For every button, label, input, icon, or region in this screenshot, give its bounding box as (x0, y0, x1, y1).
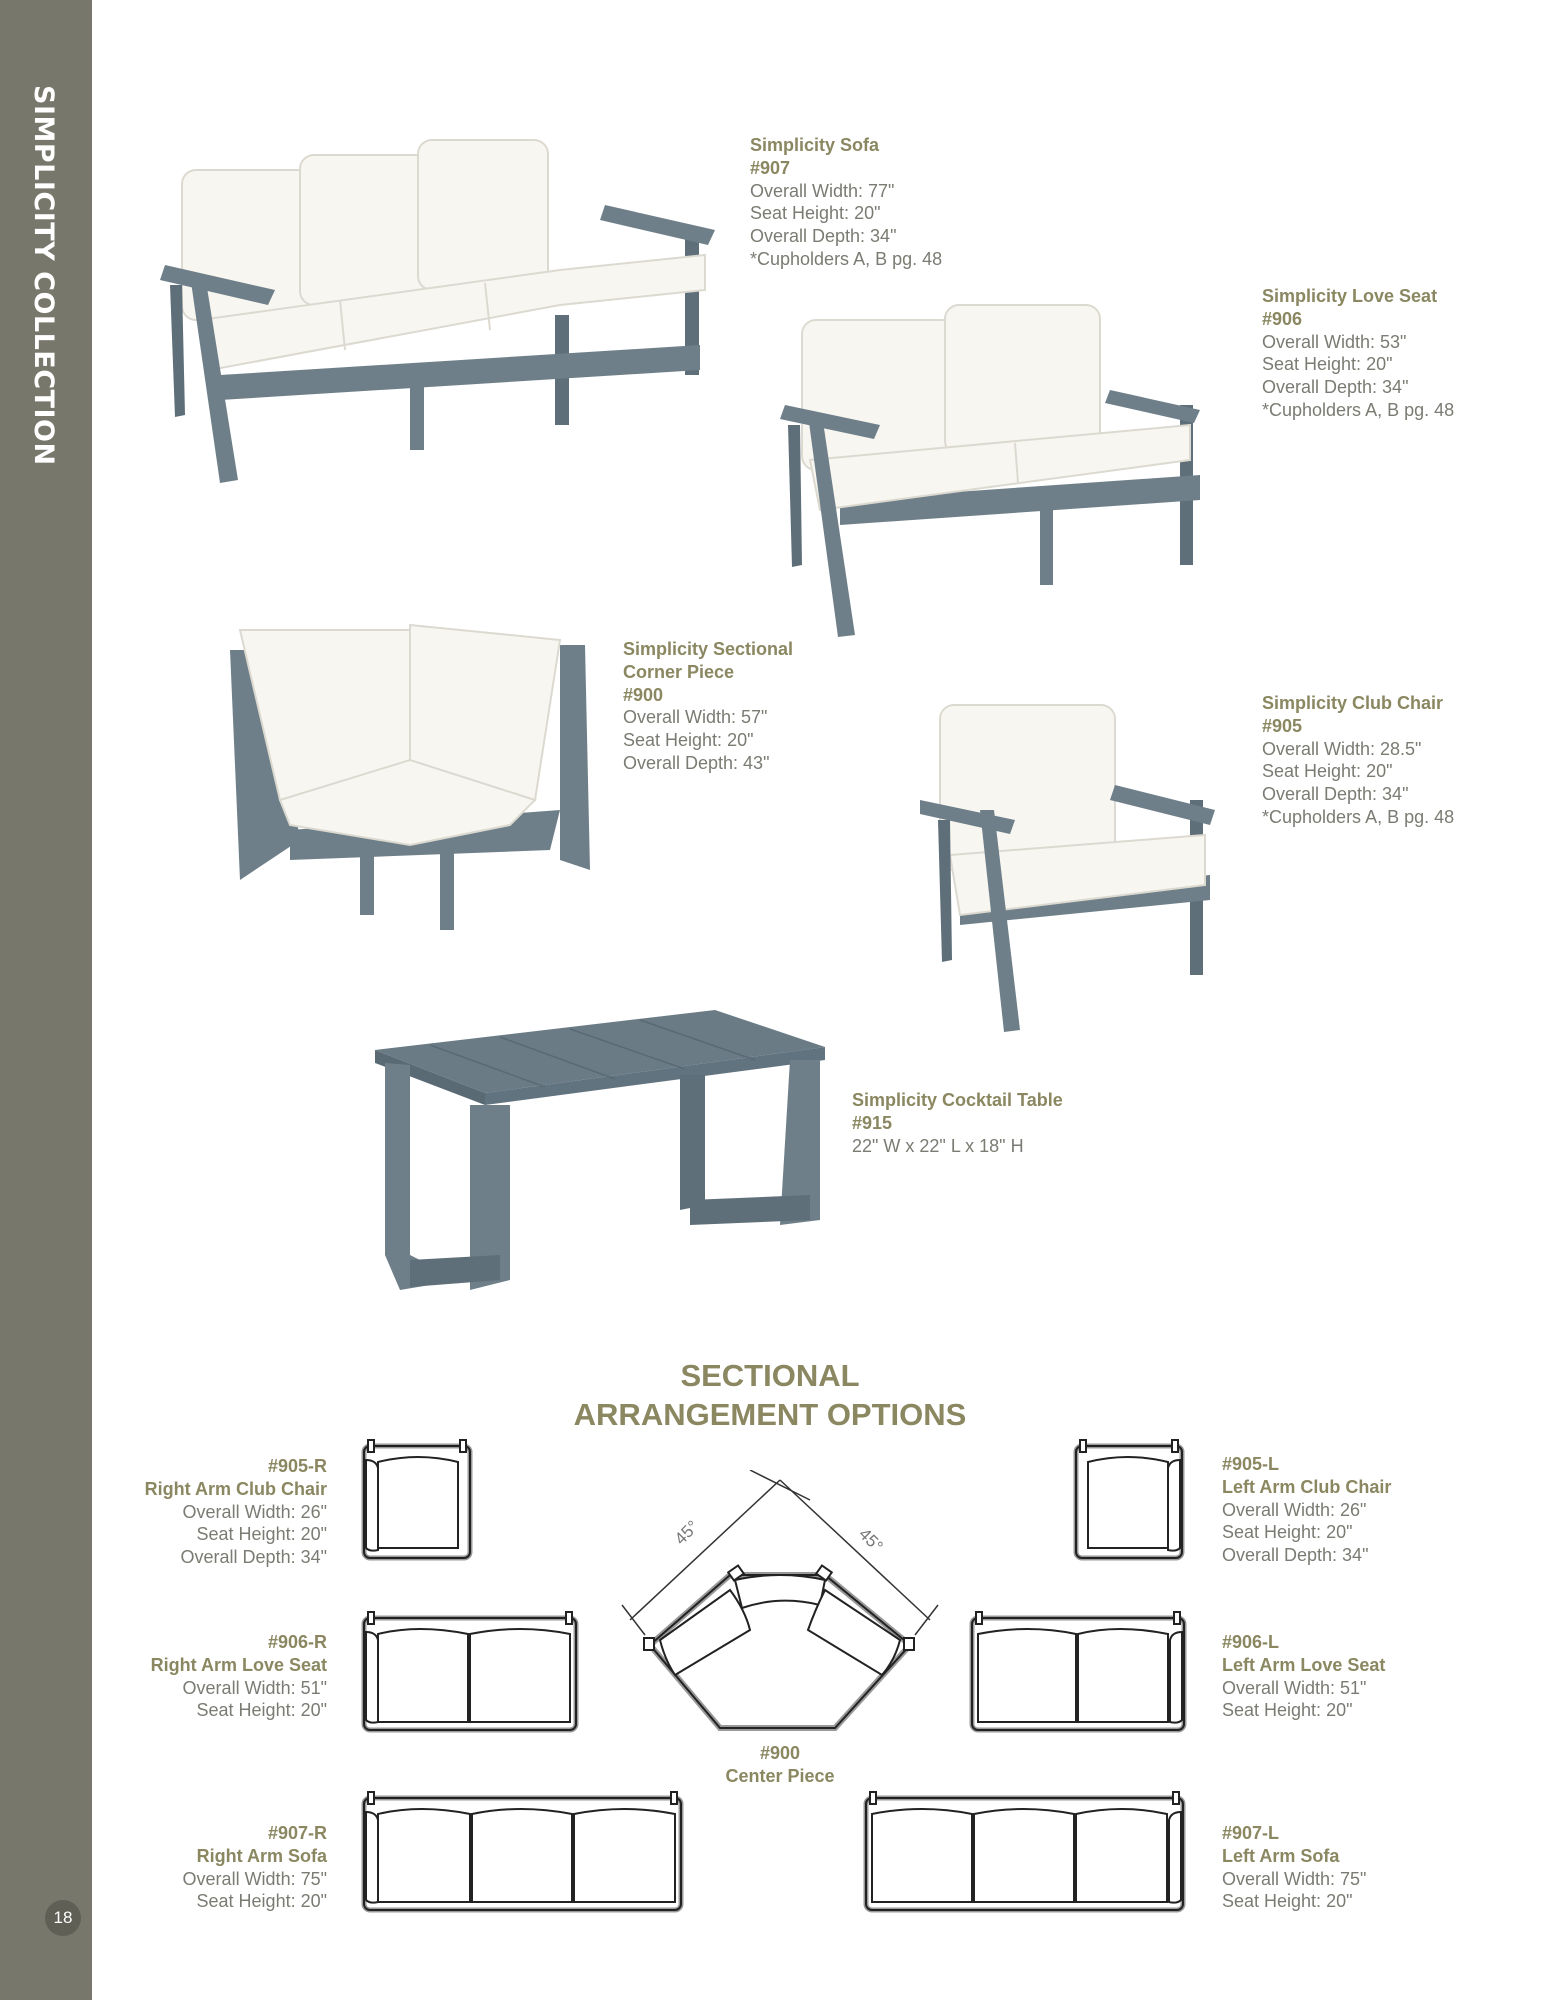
product-number: #900 (623, 684, 664, 705)
overall-width: Overall Width: 51" (182, 1677, 327, 1698)
product-name: Right Arm Club Chair (144, 1478, 327, 1499)
product-name: Left Arm Club Chair (1222, 1476, 1392, 1497)
left-arm-sofa-spec (1222, 1822, 1366, 1913)
sectional-corner-image (220, 610, 600, 930)
seat-height: Seat Height: 20" (196, 1700, 327, 1721)
overall-width: Overall Width: 51" (1222, 1677, 1367, 1698)
overall-width: Overall Width: 75" (182, 1868, 327, 1889)
sofa-spec (750, 134, 942, 271)
product-number: #906-L (1222, 1632, 1280, 1652)
left-arm-love-seat-drawing (968, 1610, 1188, 1735)
product-name: Simplicity Club Chair (1262, 693, 1444, 713)
right-arm-love-seat-drawing (360, 1610, 580, 1735)
product-number: #907-R (267, 1823, 327, 1843)
seat-height: Seat Height: 20" (1262, 761, 1393, 782)
sectional-title-line2: ARRANGEMENT OPTIONS (573, 1397, 967, 1432)
product-name: Simplicity Sofa (750, 135, 880, 155)
overall-depth: Overall Depth: 34" (1262, 377, 1409, 398)
page-number: 18 (45, 1900, 81, 1936)
product-number: #907 (750, 157, 791, 178)
product-name: Center Piece (725, 1765, 835, 1786)
product-number: #905-R (267, 1456, 327, 1476)
product-number: #905-L (1222, 1454, 1280, 1474)
product-number: #915 (852, 1112, 893, 1133)
right-arm-love-seat-spec (100, 1631, 327, 1722)
product-number: #905 (1262, 715, 1303, 736)
overall-width: Overall Width: 75" (1222, 1868, 1367, 1889)
love-seat-spec (1262, 285, 1454, 422)
cupholder-note: *Cupholders A, B pg. 48 (1262, 806, 1455, 827)
angle-label-right: 45° (855, 1524, 887, 1557)
seat-height: Seat Height: 20" (1222, 1891, 1353, 1912)
seat-height: Seat Height: 20" (1262, 354, 1393, 375)
corner-piece-spec (623, 638, 793, 775)
left-arm-club-chair-drawing (1072, 1438, 1187, 1563)
product-name-line2: Corner Piece (623, 661, 735, 682)
center-piece-drawing (620, 1470, 940, 1740)
seat-height: Seat Height: 20" (196, 1524, 327, 1545)
overall-depth: Overall Depth: 43" (623, 752, 770, 773)
cupholder-note: *Cupholders A, B pg. 48 (1262, 399, 1455, 420)
product-name: Simplicity Sectional (623, 639, 794, 659)
product-name: Left Arm Love Seat (1222, 1654, 1386, 1675)
left-arm-sofa-drawing (862, 1790, 1187, 1915)
love-seat-image (780, 295, 1220, 640)
product-name: Right Arm Sofa (196, 1845, 327, 1866)
seat-height: Seat Height: 20" (750, 203, 881, 224)
cocktail-table-spec (852, 1089, 1063, 1157)
sectional-title (520, 1356, 1020, 1434)
right-arm-sofa-spec (100, 1822, 327, 1913)
overall-width: Overall Width: 28.5" (1262, 738, 1422, 759)
right-arm-club-chair-spec (100, 1455, 327, 1569)
sidebar (0, 0, 92, 2000)
cocktail-table-image (370, 1005, 830, 1295)
seat-height: Seat Height: 20" (1222, 1700, 1353, 1721)
cupholder-note: *Cupholders A, B pg. 48 (750, 248, 943, 269)
product-name: Simplicity Love Seat (1262, 286, 1438, 306)
seat-height: Seat Height: 20" (196, 1891, 327, 1912)
overall-width: Overall Width: 26" (182, 1501, 327, 1522)
product-name: Right Arm Love Seat (150, 1654, 327, 1675)
product-name: Simplicity Cocktail Table (852, 1090, 1063, 1110)
product-number: #906 (1262, 308, 1303, 329)
overall-depth: Overall Depth: 34" (1222, 1545, 1369, 1566)
overall-depth: Overall Depth: 34" (750, 226, 897, 247)
sectional-title-line1: SECTIONAL (680, 1358, 860, 1393)
product-number: #907-L (1222, 1823, 1280, 1843)
left-arm-club-chair-spec (1222, 1453, 1391, 1567)
center-piece-spec (700, 1742, 860, 1788)
collection-title: SIMPLICITY COLLECTION (28, 85, 59, 466)
sofa-image (160, 125, 720, 495)
product-number: #906-R (267, 1632, 327, 1652)
product-name: Left Arm Sofa (1222, 1845, 1340, 1866)
overall-width: Overall Width: 53" (1262, 331, 1407, 352)
club-chair-image (920, 690, 1230, 1035)
seat-height: Seat Height: 20" (1222, 1522, 1353, 1543)
angle-label-left: 45° (670, 1516, 703, 1549)
overall-width: Overall Width: 57" (623, 707, 768, 728)
seat-height: Seat Height: 20" (623, 730, 754, 751)
left-arm-love-seat-spec (1222, 1631, 1385, 1722)
overall-depth: Overall Depth: 34" (1262, 784, 1409, 805)
overall-depth: Overall Depth: 34" (180, 1547, 327, 1568)
right-arm-club-chair-drawing (360, 1438, 475, 1563)
product-number: #900 (759, 1743, 801, 1763)
table-size: 22" W x 22" L x 18" H (852, 1135, 1024, 1156)
overall-width: Overall Width: 77" (750, 180, 895, 201)
club-chair-spec (1262, 692, 1454, 829)
right-arm-sofa-drawing (360, 1790, 685, 1915)
overall-width: Overall Width: 26" (1222, 1499, 1367, 1520)
